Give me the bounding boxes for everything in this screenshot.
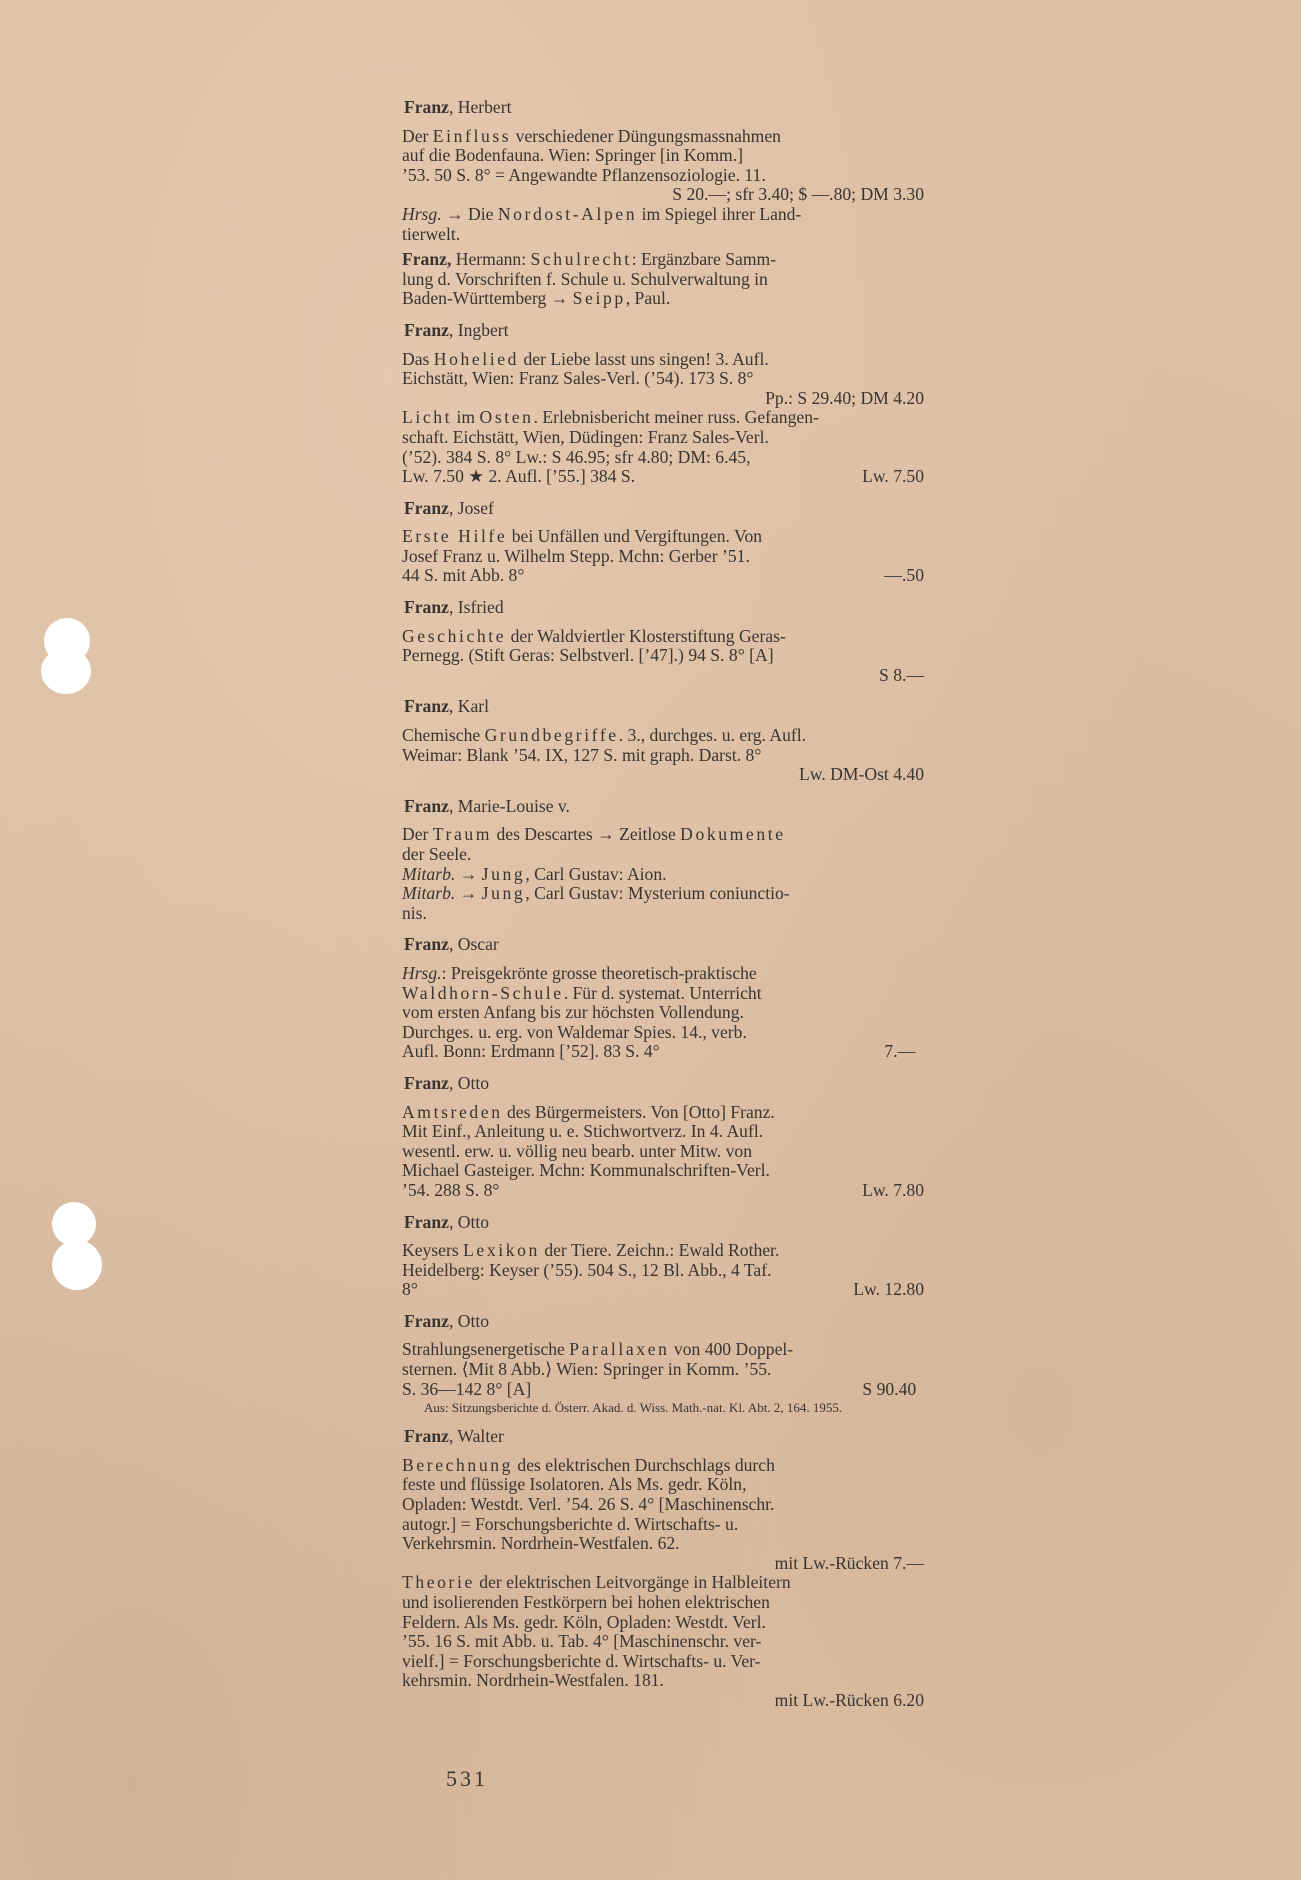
entry-line [402,1179,924,1201]
entry-line [402,1160,924,1181]
text-run: S. 36—142 8° [A] [402,1378,532,1399]
entry-line [402,249,924,270]
author-surname: Franz [404,1072,449,1093]
text-run: Josef Franz u. Wilhelm Stepp. Mchn: Gerber ’51. [402,545,750,566]
spaced-keyword: Waldhorn-Schule [402,982,564,1003]
text-run: , Carl Gustav: Mysterium coniunctio- [525,883,790,904]
text-run: wesentl. erw. u. völlig neu bearb. unter Mitw. von [402,1140,753,1161]
spaced-keyword: Traum [432,824,493,845]
entry-line [402,125,924,147]
role-abbrev: Hrsg. [402,962,442,983]
author-given-name: , Otto [448,1310,490,1331]
page-number: 531 [446,1766,488,1791]
text-run: nis. [402,902,427,923]
entry-line [402,545,924,567]
text-run: Lw. 7.50 ★ 2. Aufl. [’55.] 384 S. [402,466,636,487]
author-given-name: , Isfried [448,597,504,618]
entry-line [402,1533,924,1554]
text-run: → [455,863,482,884]
text-run: (’52). 384 S. 8° Lw.: S 46.95; sfr 4.80; DM: 6.45, [402,446,751,467]
entry-line [402,1021,924,1043]
bibliography-column [402,98,924,1711]
text-run: von 400 Doppel- [669,1339,794,1360]
author-given-name: , Marie-Louise v. [448,795,570,816]
spaced-keyword: Jung [481,863,526,884]
text-run: → Die [441,203,498,224]
entry-line [402,164,924,186]
price: Lw. DM-Ost 4.40 [799,764,924,785]
text-run: Feldern. Als Ms. gedr. Köln, Opladen: Westdt. Verl. [402,1611,766,1632]
entry-line [402,1631,924,1652]
bib-entry [402,1340,924,1399]
entry-line [402,1339,924,1360]
spaced-keyword: Schulrecht [530,249,632,270]
author-surname: Franz [404,696,449,717]
author-heading [404,1312,924,1332]
punch-hole-lower-bottom [52,1240,102,1290]
text-run: → [455,883,482,904]
price: Lw. 12.80 [853,1279,924,1300]
text-run: Baden-Württemberg → [402,288,573,309]
entry-line [402,1670,924,1691]
entry-line [402,962,924,984]
entry-line [402,446,924,468]
entry-line [402,1121,924,1142]
entry-line [402,1140,924,1162]
entry-line [402,526,924,547]
spaced-keyword: Osten [479,407,534,428]
entry-line [402,844,924,865]
spaced-keyword: Lexikon [463,1240,540,1261]
entry-line [402,407,924,428]
bib-entry [402,627,924,686]
author-surname: Franz [404,795,449,816]
entry-line [402,1513,924,1535]
spaced-keyword: Dokumente [680,824,786,845]
author-heading [404,1074,924,1094]
bib-entry [402,964,924,1062]
entry-line [402,982,924,1004]
spaced-keyword: Jung [481,883,526,904]
entry-line [402,1650,924,1672]
text-run: ’53. 50 S. 8° = Angewandte Pflanzensoziologie. 11. [402,164,766,185]
text-run: Chemische [402,725,485,746]
text-run: Verkehrsmin. Nordrhein-Westfalen. 62. [402,1533,680,1554]
entry-line [402,426,924,448]
author-heading [404,321,924,341]
author-given-name: , Walter [448,1426,504,1447]
entry-line [402,268,924,290]
text-run: verschiedener Düngungsmassnahmen [511,125,781,146]
text-run: Der [402,125,433,146]
author-surname: Franz [404,1211,449,1232]
spaced-keyword: Parallaxen [569,1339,670,1360]
text-run: und isolierenden Festkörpern bei hohen elektrischen [402,1592,770,1612]
spaced-keyword: Berechnung [402,1454,514,1475]
entry-line [402,145,924,166]
text-run: der elektrischen Leitvorgänge in Halbleitern [474,1572,791,1593]
bib-entry [402,350,924,409]
text-run: der Waldviertler Klosterstiftung Geras- [506,625,786,646]
entry-line [402,288,924,309]
spaced-keyword: Nordost-Alpen [497,203,638,224]
text-run: 44 S. mit Abb. 8° [402,565,525,586]
entry-line [402,1494,924,1515]
price: mit Lw.-Rücken 6.20 [774,1689,924,1710]
text-run: Opladen: Westdt. Verl. ’54. 26 S. 4° [Maschinenschr. [402,1494,775,1515]
author-given-name: , Herbert [448,97,512,117]
text-run: im Spiegel ihrer Land- [637,203,802,224]
text-run: Weimar: Blank ’54. IX, 127 S. mit graph. Darst. 8° [402,744,762,765]
author-heading [404,598,924,618]
author-heading [404,797,924,817]
price: Lw. 7.50 [862,466,924,487]
author-surname: Franz [404,497,449,518]
text-run: schaft. Eichstätt, Wien, Düdingen: Franz Sales-Verl. [402,426,769,447]
author-heading [404,98,924,118]
author-given-name: , Otto [448,1072,490,1093]
bib-entry [402,127,924,205]
bib-entry [402,1573,924,1710]
text-run: der Tiere. Zeichn.: Ewald Rother. [539,1240,780,1261]
entry-line [402,223,924,245]
author-heading [404,1427,924,1447]
entry-line [402,1572,924,1593]
entry-line [402,1474,924,1495]
author-heading [404,499,924,519]
author-heading [404,1213,924,1233]
author-heading [404,697,924,717]
text-run: kehrsmin. Nordrhein-Westfalen. 181. [402,1670,664,1691]
author-given-name: , Ingbert [448,319,509,340]
text-run: Pernegg. (Stift Geras: Selbstverl. [’47].) 94 S. 8° [A] [402,645,774,666]
text-run: , Carl Gustav: Aion. [525,863,667,884]
entry-line [402,863,924,885]
entry-line [402,1279,924,1300]
entry-line [402,1240,924,1261]
bib-entry [402,250,924,309]
bib-entry [402,1456,924,1574]
text-run: Der [402,824,433,845]
bib-entry [402,205,924,244]
text-run: im [452,407,480,428]
source-note: Aus: Sitzungsberichte d. Österr. Akad. d. Wiss. Math.-nat. Kl. Abt. 2, 164. 1955. [424,1400,843,1416]
bib-entry [402,1241,924,1300]
text-run: . Für d. systemat. Unterricht [563,982,762,1003]
text-run: vielf.] = Forschungsberichte d. Wirtschafts- u. Ver- [402,1650,761,1671]
entry-line [402,1454,924,1476]
entry-line [402,203,924,225]
entry-line [402,902,924,924]
entry-line [402,1592,924,1613]
author-surname: Franz [404,1310,449,1331]
punch-hole-upper-lower [41,648,91,694]
entry-line [402,824,924,845]
spaced-keyword: Erste Hilfe [402,526,508,547]
text-run: Aufl. Bonn: Erdmann [’52]. 83 S. 4° [402,1041,660,1062]
spaced-keyword: Einfluss [432,125,512,146]
entry-line [402,1002,924,1023]
spaced-keyword: Licht [402,407,453,428]
bib-entry [402,527,924,586]
entry-line [402,348,924,370]
entry-line [402,625,924,647]
entry-line [402,1041,924,1062]
author-surname: Franz [404,1426,449,1447]
text-run: feste und flüssige Isolatoren. Als Ms. gedr. Köln, [402,1474,747,1495]
text-run: Mit Einf., Anleitung u. e. Stichwortverz. In 4. Aufl. [402,1121,764,1142]
text-run: autogr.] = Forschungsberichte d. Wirtschafts- u. [402,1513,739,1534]
entry-line [402,1378,924,1400]
text-run: sternen. ⟨Mit 8 Abb.⟩ Wien: Springer in Komm. ’55. [402,1359,772,1380]
entry-line [402,1259,924,1281]
entry-line [402,466,924,487]
spaced-keyword: Theorie [402,1572,475,1593]
entry-line [402,744,924,766]
entry-line [402,1359,924,1380]
spaced-keyword: Amtsreden [402,1101,503,1122]
text-run: bei Unfällen und Vergiftungen. Von [507,526,763,547]
text-run: Heidelberg: Keyser (’55). 504 S., 12 Bl. Abb., 4 Taf. [402,1259,772,1280]
price: S 90.40 [862,1378,917,1399]
text-run: des elektrischen Durchschlags durch [513,1454,775,1475]
text-run: Strahlungsenergetische [402,1339,570,1360]
price: S 20.—; sfr 3.40; $ —.80; DM 3.30 [672,184,924,205]
text-run: Michael Gasteiger. Mchn: Kommunalschriften-Verl. [402,1160,770,1181]
bib-entry [402,884,924,923]
spaced-keyword: Seipp [572,288,626,309]
bib-entry [402,726,924,785]
text-run: lung d. Vorschriften f. Schule u. Schulverwaltung in [402,268,768,289]
price: Lw. 7.80 [862,1179,924,1200]
text-run: . 3., durchges. u. erg. Aufl. [618,725,807,746]
text-run: des Bürgermeisters. Von [Otto] Franz. [502,1101,775,1122]
role-abbrev: Hrsg. [402,203,442,224]
author-surname: Franz [404,319,449,340]
author-given-name: , Oscar [448,934,499,955]
text-run: tierwelt. [402,223,461,244]
author-surname: Franz [404,597,449,618]
text-run: des Descartes → Zeitlose [492,824,681,845]
text-run: Durchges. u. erg. von Waldemar Spies. 14., verb. [402,1021,747,1042]
text-run: der Seele. [402,844,472,864]
role-abbrev: Mitarb. [402,883,456,904]
spaced-keyword: Grundbegriffe [484,725,619,746]
role-abbrev: Mitarb. [402,863,456,884]
text-run: Das [402,348,434,369]
text-run: auf die Bodenfauna. Wien: Springer [in Komm.] [402,145,743,166]
entry-line [402,725,924,746]
author-given-name: , Josef [448,497,494,518]
author-given-name: , Karl [448,696,490,717]
entry-line [402,645,924,666]
text-run: Hermann: [451,249,531,270]
bib-entry [402,408,924,486]
author-surname: Franz, [402,249,452,270]
author-surname: Franz [404,97,449,117]
spaced-keyword: Hohelied [433,348,520,369]
price: S 8.— [879,664,924,685]
bib-entry [402,1103,924,1201]
entry-line [402,1611,924,1633]
text-run: vom ersten Anfang bis zur höchsten Vollendung. [402,1002,744,1023]
price: —.50 [884,565,924,586]
entry-line [402,565,924,586]
text-run: ’54. 288 S. 8° [402,1179,500,1200]
text-run: Eichstätt, Wien: Franz Sales-Verl. (’54). 173 S. 8° [402,368,754,389]
entry-line [402,368,924,389]
entry-line [402,1101,924,1123]
price: Pp.: S 29.40; DM 4.20 [765,387,924,408]
text-run: : Ergänzbare Samm- [631,249,777,270]
price: mit Lw.-Rücken 7.— [774,1552,924,1573]
text-run: Keysers [402,1240,464,1261]
text-run: ’55. 16 S. mit Abb. u. Tab. 4° [Maschinenschr. ver- [402,1631,762,1652]
entry-line [402,883,924,904]
bib-entry [402,865,924,885]
text-run: , Paul. [625,288,671,309]
author-surname: Franz [404,934,449,955]
author-heading [404,935,924,955]
text-run: : Preisgekrönte grosse theoretisch-praktische [441,962,757,983]
spaced-keyword: Geschichte [402,625,507,646]
bib-entry [402,825,924,864]
price: 7.— [884,1041,916,1062]
text-run: der Liebe lasst uns singen! 3. Aufl. [519,348,769,369]
text-run: . Erlebnisbericht meiner russ. Gefangen- [533,407,819,428]
text-run: 8° [402,1279,418,1300]
author-given-name: , Otto [448,1211,490,1232]
